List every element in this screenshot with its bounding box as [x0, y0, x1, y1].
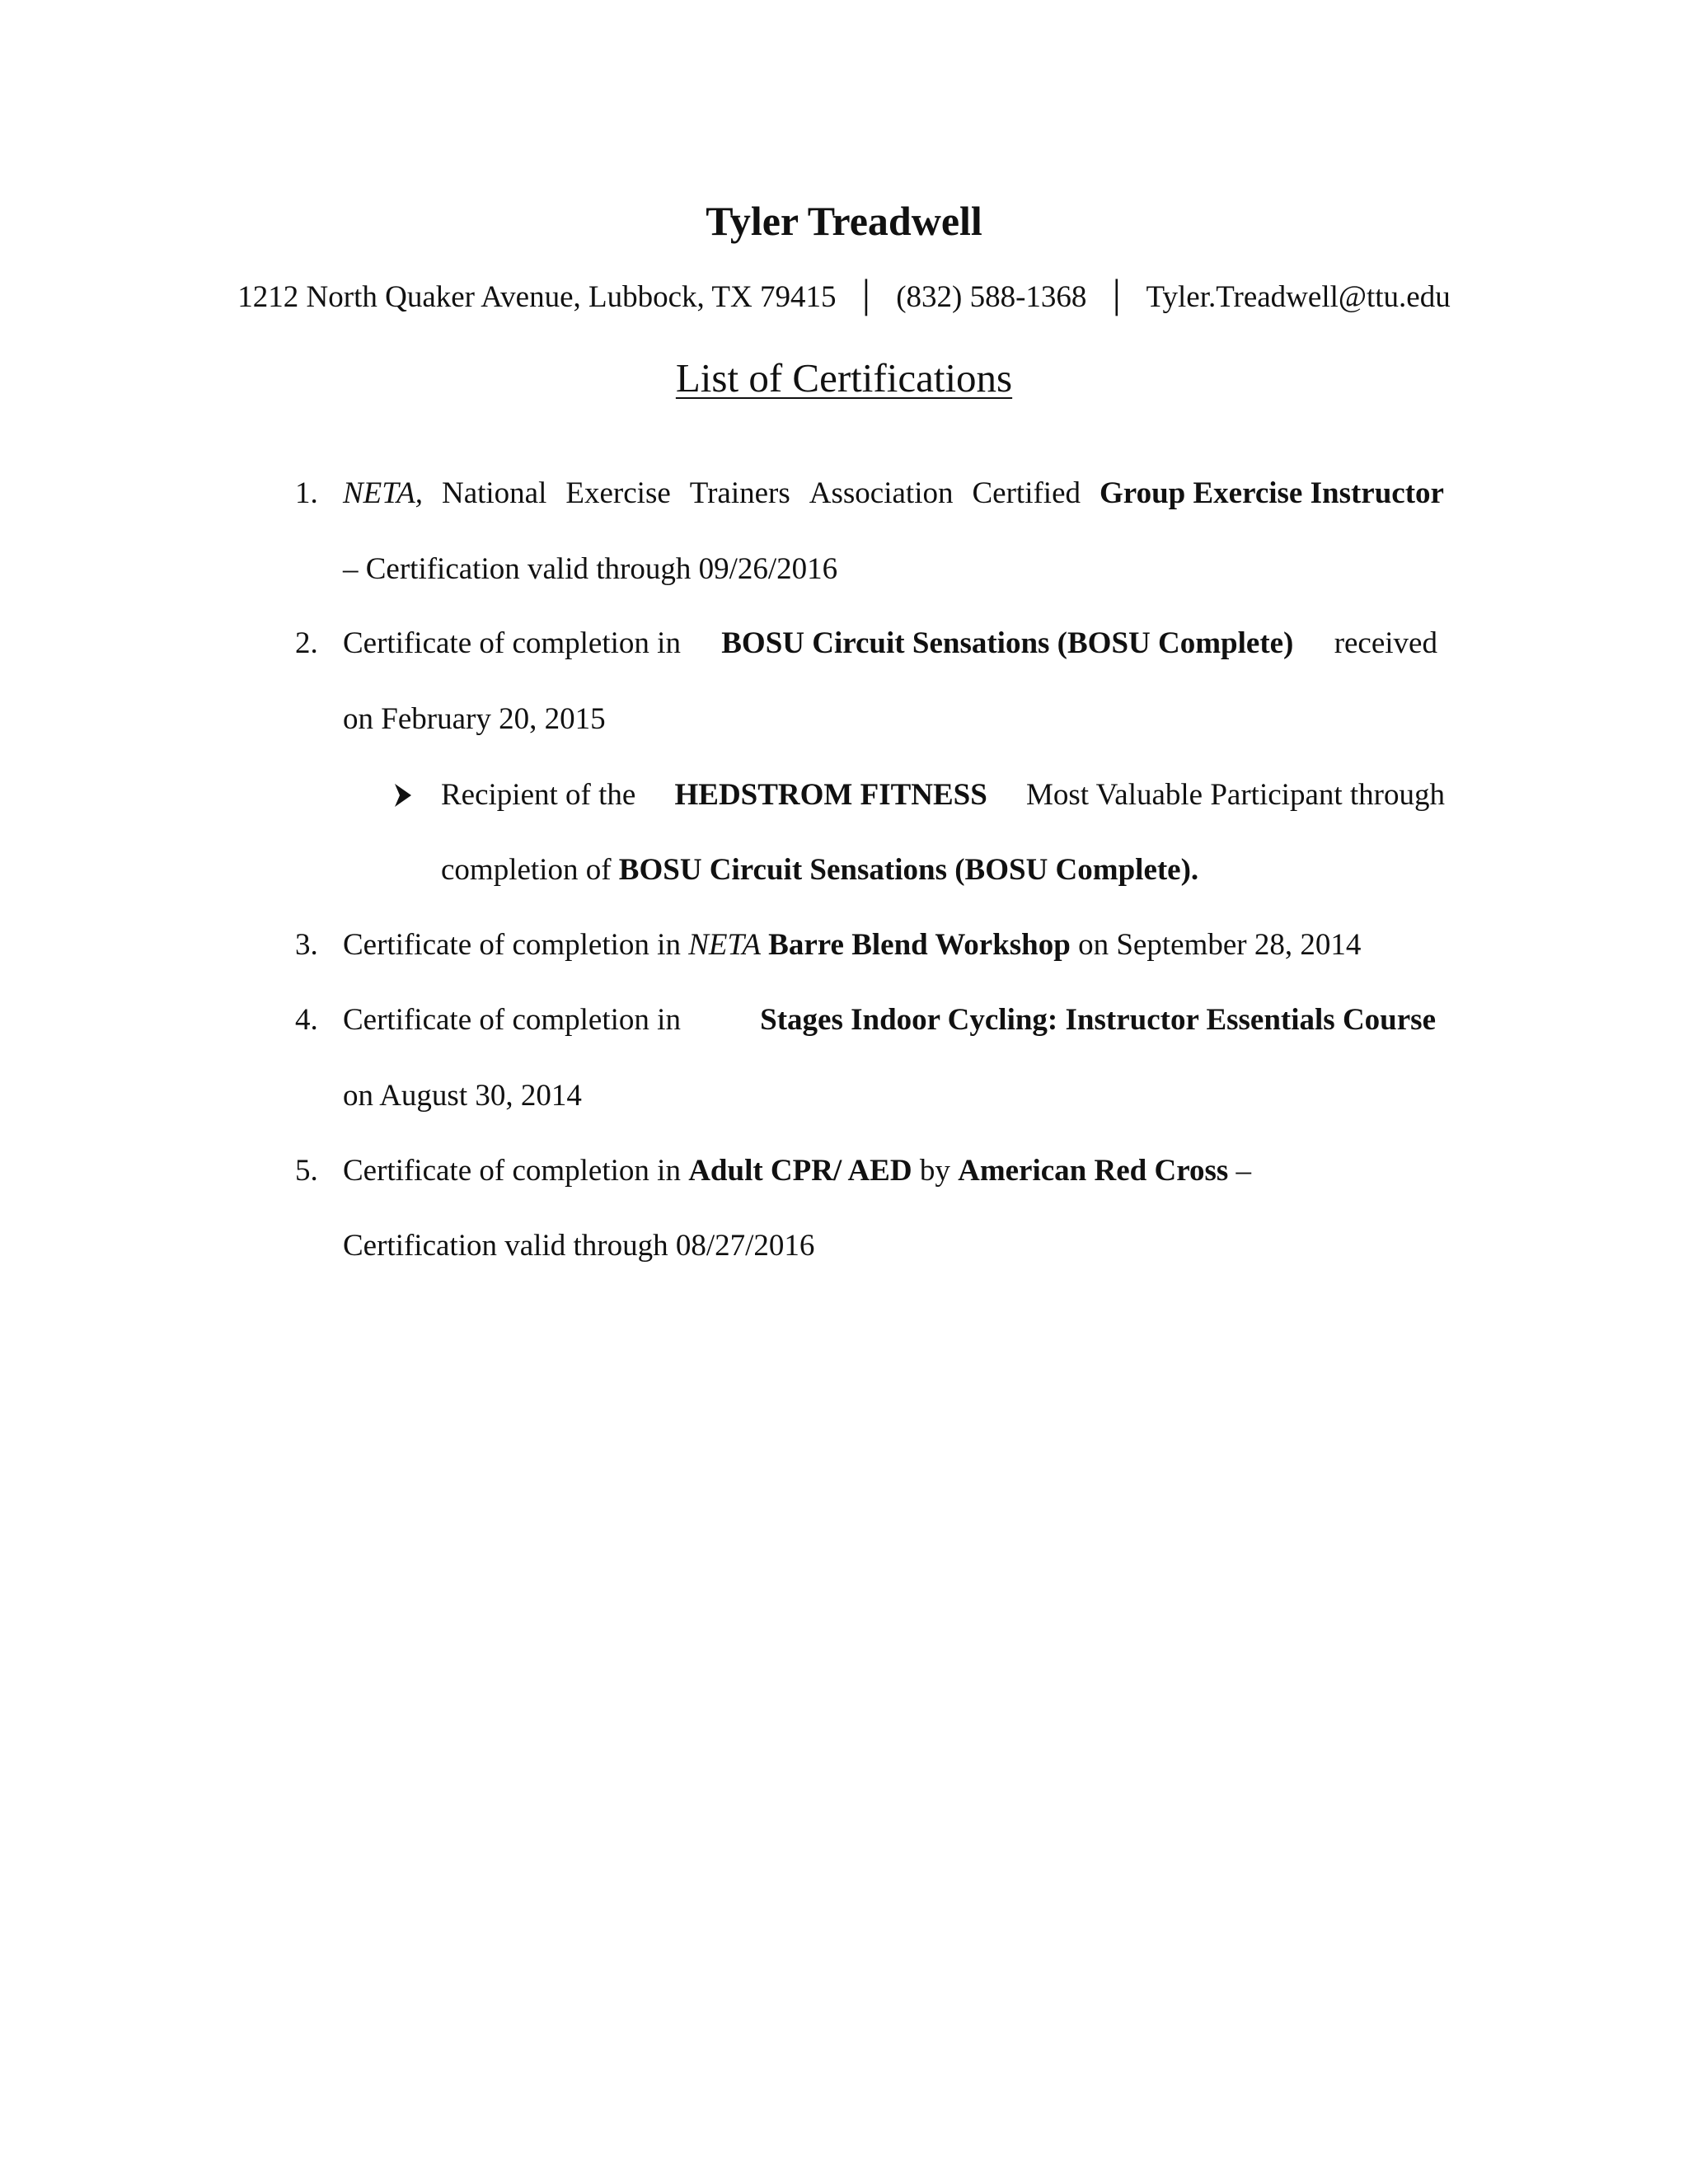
- item-text: Certificate of completion in: [343, 928, 681, 962]
- page-title: List of Certifications: [675, 355, 1013, 401]
- item-4-line-1: [343, 997, 1436, 1043]
- certification-name: Group Exercise Instructor: [1100, 476, 1444, 510]
- item-text: by: [919, 1154, 950, 1188]
- item-text: received: [1334, 626, 1437, 660]
- item-text: on September 28, 2014: [1078, 928, 1362, 962]
- arrow-bullet-icon: [394, 783, 412, 808]
- certification-name: Stages Indoor Cycling: Instructor Essentials Course: [760, 1003, 1436, 1037]
- item-text: –: [1236, 1154, 1252, 1188]
- item-number: 1.: [295, 476, 318, 510]
- award-name: HEDSTROM FITNESS: [674, 778, 987, 812]
- item-text: Certificate of completion in: [343, 1154, 681, 1188]
- address: 1212 North Quaker Avenue, Lubbock, TX 79415: [237, 280, 837, 314]
- item-text: completion of: [441, 853, 612, 887]
- item-number: 3.: [295, 928, 318, 962]
- item-3-line-1: [343, 922, 1361, 968]
- word: Exercise: [565, 476, 671, 510]
- neta-label: NETA,: [343, 476, 423, 510]
- certification-name: BOSU Circuit Sensations (BOSU Complete): [721, 626, 1294, 660]
- separator: │: [1105, 280, 1128, 314]
- certification-name: BOSU Circuit Sensations (BOSU Complete).: [618, 853, 1199, 887]
- word: National: [441, 476, 547, 510]
- phone: (832) 588-1368: [896, 280, 1087, 314]
- item-1-line-1: [343, 471, 1444, 517]
- item-2-line-1: [343, 621, 1437, 667]
- email: Tyler.Treadwell@ttu.edu: [1146, 280, 1451, 314]
- certification-name: Barre Blend Workshop: [768, 928, 1071, 962]
- organization-name: American Red Cross: [958, 1154, 1229, 1188]
- item-number: 5.: [295, 1154, 318, 1188]
- word: Trainers: [689, 476, 790, 510]
- item-5-line-1: [343, 1148, 1251, 1194]
- item-text: Recipient of the: [441, 778, 636, 812]
- sub-item-line-2: [441, 847, 1198, 893]
- separator: │: [855, 280, 877, 314]
- item-4-line-2: on August 30, 2014: [343, 1079, 582, 1113]
- item-number: 2.: [295, 626, 318, 660]
- item-2-line-2: on February 20, 2015: [343, 702, 606, 736]
- contact-line: [0, 274, 1688, 321]
- item-number: 4.: [295, 1003, 318, 1037]
- item-5-line-2: Certification valid through 08/27/2016: [343, 1229, 815, 1263]
- sub-item-line-1: [441, 772, 1445, 818]
- word: Certified: [972, 476, 1081, 510]
- applicant-name: Tyler Treadwell: [706, 198, 982, 244]
- item-text: Most Valuable Participant through: [1026, 778, 1445, 812]
- word: Association: [809, 476, 954, 510]
- item-text: Certificate of completion in: [343, 1003, 681, 1037]
- item-text: Certificate of completion in: [343, 626, 681, 660]
- neta-label: NETA: [688, 928, 761, 962]
- item-1-line-2: – Certification valid through 09/26/2016: [343, 552, 838, 586]
- certification-name: Adult CPR/ AED: [688, 1154, 912, 1188]
